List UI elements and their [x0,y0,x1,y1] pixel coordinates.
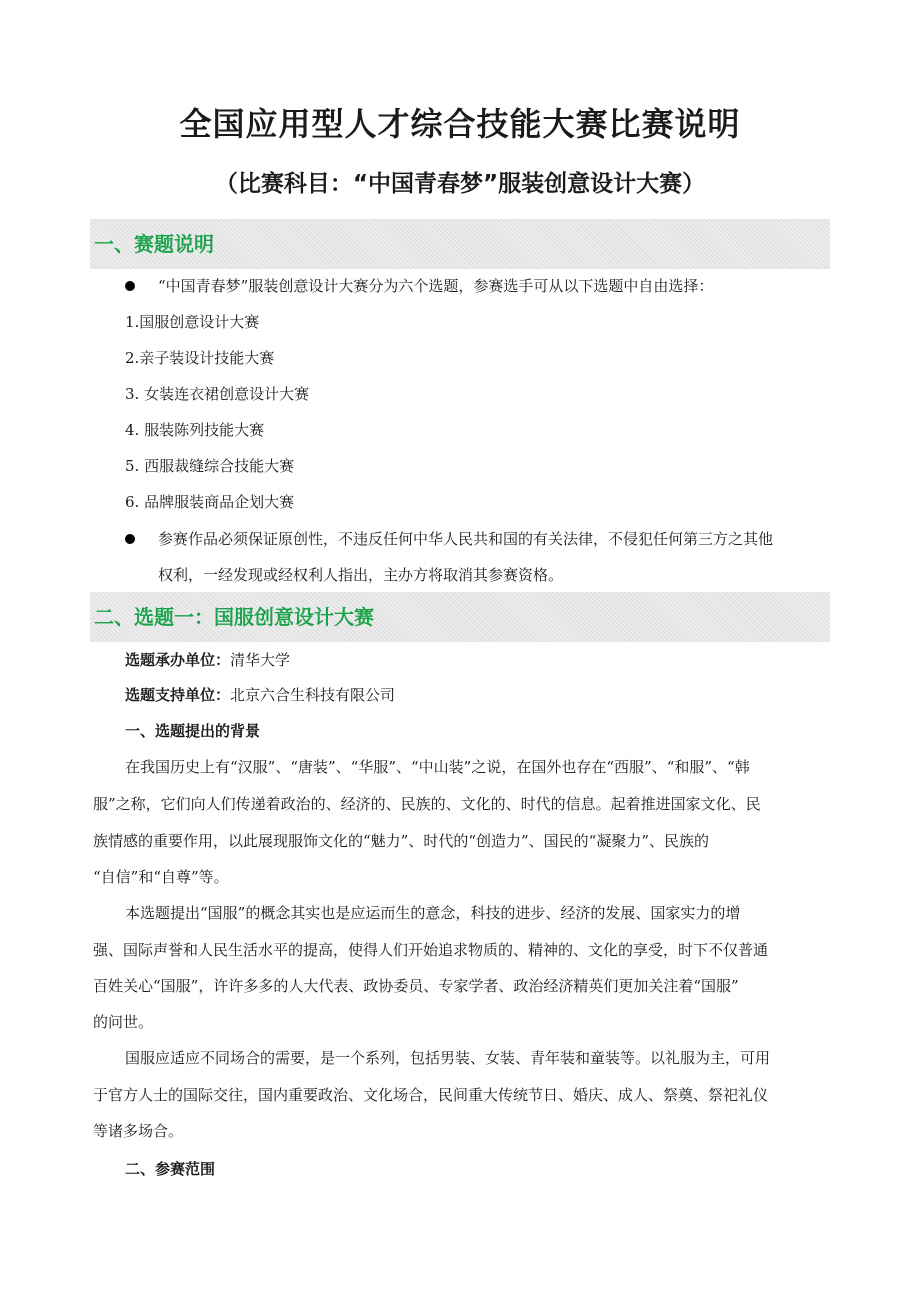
section-2-heading: 二、选题一：国服创意设计大赛 [94,605,374,629]
topic-item-4: 4. 服装陈列技能大赛 [125,421,265,439]
supporter-label: 选题支持单位： [125,686,231,704]
document-subtitle: （比赛科目：“中国青春梦”服装创意设计大赛） [214,171,706,197]
paragraph-3-line: 等诸多场合。 [93,1122,184,1140]
supporter-line [125,683,395,707]
paragraph-3-line: 国服应适应不同场合的需要，是一个系列，包括男装、女装、青年装和童装等。以礼服为主，可用 [125,1049,771,1067]
paragraph-2-line: 本选题提出“国服”的概念其实也是应运而生的意念，科技的进步、经济的发展、国家实力的增 [125,904,741,922]
section-1-intro: “中国青春梦”服装创意设计大赛分为六个选题，参赛选手可从以下选题中自由选择： [158,277,714,295]
topic-item-3: 3. 女装连衣裙创意设计大赛 [125,385,310,403]
notice-line-1: 参赛作品必须保证原创性，不违反任何中华人民共和国的有关法律，不侵犯任何第三方之其他 [158,530,774,548]
section-2-header-bar [90,592,830,642]
notice-line-2: 权利，一经发现或经权利人指出，主办方将取消其参赛资格。 [158,566,564,584]
paragraph-1-line: 服”之称，它们向人们传递着政治的、经济的、民族的、文化的、时代的信息。起着推进国家文化、民 [93,795,761,813]
supporter-value: 北京六合生科技有限公司 [230,686,396,704]
paragraph-2-line: 强、国际声誉和人民生活水平的提高，使得人们开始追求物质的、精神的、文化的享受，时下不仅普通 [93,941,769,959]
paragraph-2-line: 的问世。 [93,1013,154,1031]
organizer-line [125,648,290,672]
paragraph-2-line: 百姓关心“国服”，许许多多的人大代表、政协委员、专家学者、政治经济精英们更加关注着“国服” [93,977,739,995]
topic-item-2: 2.亲子装设计技能大赛 [125,349,275,367]
subsection-1-title: 一、选题提出的背景 [125,722,261,740]
bullet-icon [125,281,135,291]
topic-item-6: 6. 品牌服装商品企划大赛 [125,493,295,511]
bullet-icon [125,534,135,544]
section-1-heading: 一、赛题说明 [94,232,214,256]
subsection-2-title: 二、参赛范围 [125,1160,216,1178]
paragraph-1-line: 在我国历史上有“汉服”、“唐装”、“华服”、“中山装”之说，在国外也存在“西服”、“和服”、“韩 [125,758,750,776]
section-1-header-bar [90,219,830,269]
topic-item-1: 1.国服创意设计大赛 [125,313,260,331]
paragraph-1-line: “自信”和“自尊”等。 [93,868,229,886]
paragraph-1-line: 族情感的重要作用，以此展现服饰文化的“魅力”、时代的“创造力”、国民的“凝聚力”、民族的 [93,832,710,850]
document-title: 全国应用型人才综合技能大赛比赛说明 [179,105,741,143]
topic-item-5: 5. 西服裁缝综合技能大赛 [125,457,295,475]
paragraph-3-line: 于官方人士的国际交往，国内重要政治、文化场合，民间重大传统节日、婚庆、成人、祭奠、祭祀礼仪 [93,1086,769,1104]
organizer-label: 选题承办单位： [125,651,231,669]
organizer-value: 清华大学 [230,651,291,669]
